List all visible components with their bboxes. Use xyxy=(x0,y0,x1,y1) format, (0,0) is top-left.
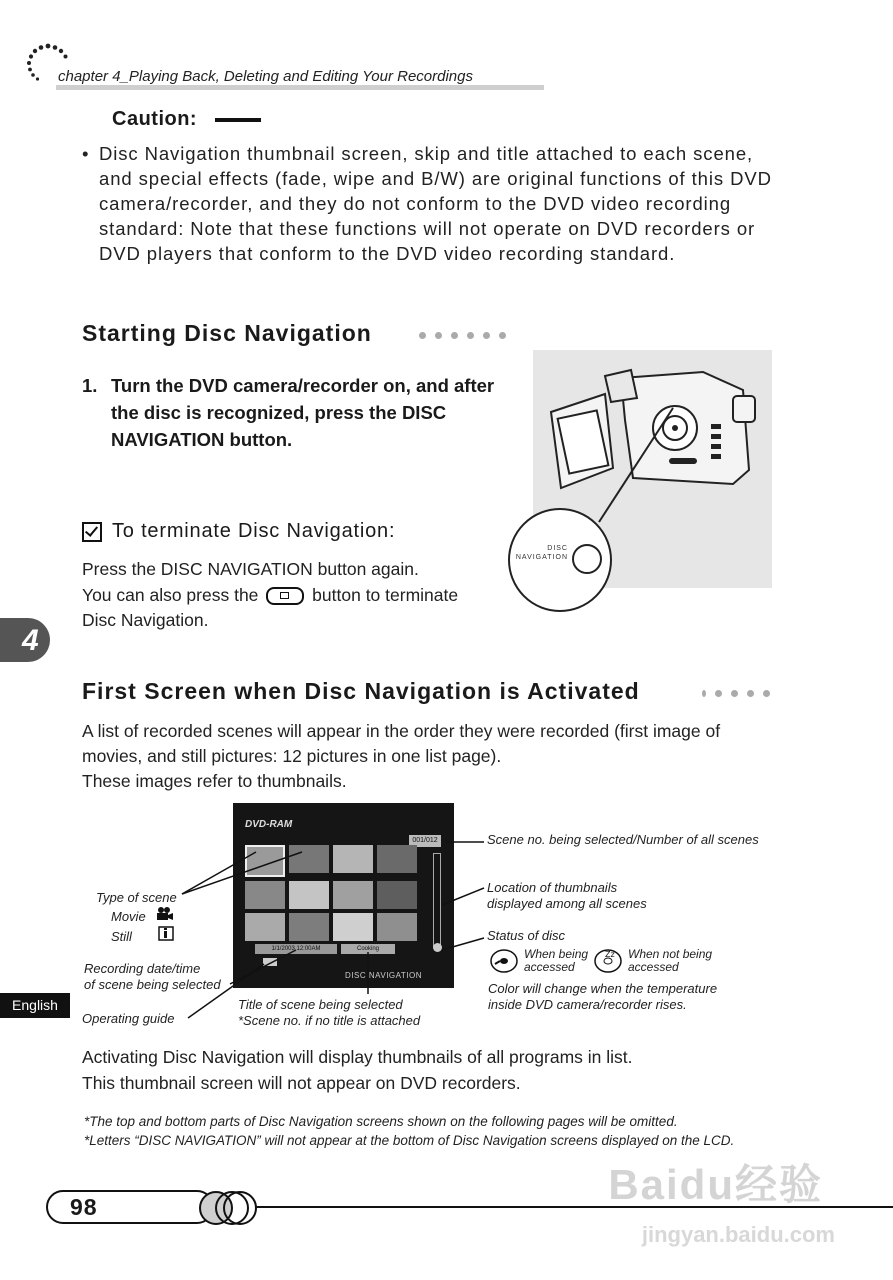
camera-button-label: DISC NAVIGATION xyxy=(515,545,568,561)
color-line-2: inside DVD camera/recorder rises. xyxy=(488,997,687,1012)
terminate-line-1: Press the DISC NAVIGATION button again. xyxy=(82,559,419,579)
rec-line-2: of scene being selected xyxy=(84,977,221,992)
callout-scene-no: Scene no. being selected/Number of all scenes xyxy=(487,832,759,847)
callout-color xyxy=(488,981,717,1013)
callout-operating-guide: Operating guide xyxy=(82,1011,175,1026)
callout-movie: Movie xyxy=(111,909,146,924)
note-1: *The top and bottom parts of Disc Navigation screens shown on the following pages will be omitted. xyxy=(84,1114,678,1129)
disc-idle-icon xyxy=(593,948,623,974)
terminate-line-2-start: You can also press the xyxy=(82,584,259,605)
being-line-2: accessed xyxy=(524,960,575,974)
callout-status: Status of disc xyxy=(487,928,566,943)
screen-guide-text: DISC NAVIGATION xyxy=(345,971,422,980)
color-line-1: Color will change when the temperature xyxy=(488,981,718,996)
being-line-1: When being xyxy=(524,947,589,961)
rec-line-1: Recording date/time xyxy=(84,961,201,976)
terminate-line-2-end: button to terminate xyxy=(312,584,459,605)
body-paragraph-2 xyxy=(82,1045,782,1096)
step-number: 1. xyxy=(82,375,98,396)
disc-accessing-icon xyxy=(489,948,519,974)
callout-location-line-2: displayed among all scenes xyxy=(487,896,647,911)
not-line-1: When not being xyxy=(628,947,713,961)
callout-location xyxy=(487,880,647,912)
callout-being-accessed xyxy=(524,948,588,974)
caution-text: Disc Navigation thumbnail screen, skip and title attached to each scene, and special effects (fade, wipe and B/W) are original functions of this DVD camera/recorder, and they do not conform to the DVD video recording standard: Note that these functions will not operate on DVD recorders or DVD players that conform to the DVD video recording standard. xyxy=(99,143,772,264)
watermark-url: jingyan.baidu.com xyxy=(641,1222,835,1247)
callout-still: Still xyxy=(111,929,132,944)
para-1: A list of recorded scenes will appear in the order they were recorded (first image of movies, and still pictures: 12 pictures in one list page). xyxy=(82,721,721,766)
scene-counter: 001/012 xyxy=(409,835,441,847)
caution-title: Caution: xyxy=(112,108,198,130)
footnotes xyxy=(84,1112,784,1150)
step-text: Turn the DVD camera/recorder on, and after the disc is recognized, press the DISC NAVIGATION button. xyxy=(111,375,495,450)
movie-camera-icon xyxy=(156,906,174,922)
callout-location-line-1: Location of thumbnails xyxy=(487,880,618,895)
body2-line-1: Activating Disc Navigation will display thumbnails of all programs in list. xyxy=(82,1047,633,1067)
page-number: 98 xyxy=(70,1194,98,1220)
footer-circles-icon xyxy=(196,1188,260,1228)
chapter-number: 4 xyxy=(22,624,39,657)
title-line-2: *Scene no. if no title is attached xyxy=(238,1013,421,1028)
callout-recording-date xyxy=(84,961,221,993)
screen-brand: DVD-RAM xyxy=(245,819,293,830)
title-line-1: Title of scene being selected xyxy=(238,997,403,1012)
body2-line-2: This thumbnail screen will not appear on DVD recorders. xyxy=(82,1072,521,1093)
watermark-logo: Baidu经验 xyxy=(608,1161,823,1208)
note-2: *Letters “DISC NAVIGATION” will not appear at the bottom of Disc Navigation screens displayed on the LCD. xyxy=(84,1133,735,1148)
language-tab: English xyxy=(0,993,70,1018)
callout-type-of-scene: Type of scene xyxy=(96,890,177,905)
scene-title: Cooking xyxy=(341,944,395,954)
section-title-starting: Starting Disc Navigation xyxy=(82,320,372,346)
not-line-2: accessed xyxy=(628,960,679,974)
callout-title xyxy=(238,997,420,1029)
svg-text:Zz: Zz xyxy=(605,950,615,959)
terminate-title: To terminate Disc Navigation: xyxy=(112,520,396,542)
recording-date: 1/1/2003 12:00AM xyxy=(255,944,337,954)
bullet: • xyxy=(82,143,90,164)
section-title-first-screen: First Screen when Disc Navigation is Activated xyxy=(82,678,640,704)
para-2: These images refer to thumbnails. xyxy=(82,771,347,791)
terminate-line-3: Disc Navigation. xyxy=(82,610,209,630)
callout-not-accessed xyxy=(628,948,712,974)
still-picture-icon xyxy=(158,926,174,941)
chapter-header: chapter 4_Playing Back, Deleting and Editing Your Recordings xyxy=(58,68,473,85)
